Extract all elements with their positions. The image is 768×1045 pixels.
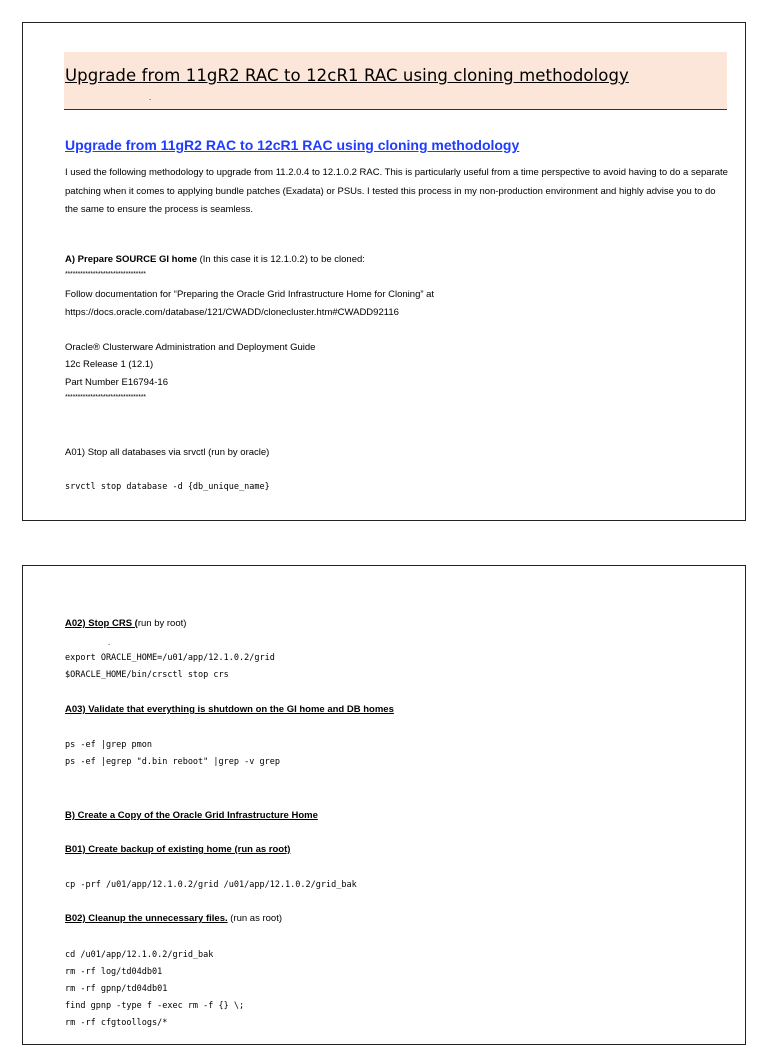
separator-stars: ******************************** [65, 394, 146, 401]
article-title-link[interactable]: Upgrade from 11gR2 RAC to 12cR1 RAC using cloning methodology [65, 137, 520, 153]
intro-paragraph: I used the following methodology to upgrade from 11.2.0.4 to 12.1.0.2 RAC. This is particularly useful from a time perspective to avoid having to do a separate patching when it comes to applying bundle patches (Exadata) or PSUs. I tested this process in my non-production environment and highly advise you to do the same to ensure the process is seamless. [65, 167, 728, 215]
guide-part-number: Part Number E16794-16 [65, 377, 168, 388]
document-page-1 [22, 22, 746, 521]
guide-title: Oracle® Clusterware Administration and Deployment Guide [65, 342, 316, 353]
step-a02-heading: A02) Stop CRS (run by root) [65, 618, 187, 629]
title-banner: Upgrade from 11gR2 RAC to 12cR1 RAC using cloning methodology . [64, 52, 727, 110]
guide-release: 12c Release 1 (12.1) [65, 359, 154, 370]
separator-stars: ******************************** [65, 271, 146, 278]
banner-title: Upgrade from 11gR2 RAC to 12cR1 RAC using cloning methodology [65, 66, 629, 85]
section-b-heading: B) Create a Copy of the Oracle Grid Infrastructure Home [65, 810, 318, 821]
step-a01-command: srvctl stop database -d {db_unique_name} [65, 482, 270, 492]
doc-url: https://docs.oracle.com/database/121/CWADD/clonecluster.htm#CWADD92116 [65, 307, 399, 318]
step-b01-command: cp -prf /u01/app/12.1.0.2/grid /u01/app/12.1.0.2/grid_bak [65, 880, 357, 890]
step-a03-heading: A03) Validate that everything is shutdown on the GI home and DB homes [65, 704, 394, 715]
follow-doc-text: Follow documentation for “Preparing the Oracle Grid Infrastructure Home for Cloning” at [65, 289, 435, 300]
step-a03-commands: ps -ef |grep pmon ps -ef |egrep "d.bin reboot" |grep -v grep [65, 740, 280, 767]
document-page-2: A02) Stop CRS (run by root) . export ORACLE_HOME=/u01/app/12.1.0.2/grid $ORACLE_HOME/bin/crsctl stop crs A03) Validate that everything is shutdown on the GI home and DB homes ps -ef |grep pmon ps -ef |egrep "d.bin reboot" |grep -v grep B) Create a Copy of the Oracle Grid Infrastructure Home B01) Create backup of existing home (run as root) cp -prf /u01/app/12.1.0.2/grid /u01/app/12.1.0.2/grid_bak B02) Cleanup the unnecessary files. (run as root) cd /u01/app/12.1.0.2/grid_bak rm -rf log/td04db01 rm -rf gpnp/td04db01 find gpnp -type f -exec rm -f {} \; rm -rf cfgtoollogs/* [22, 565, 746, 1045]
step-a01: A01) Stop all databases via srvctl (run by oracle) [65, 447, 270, 458]
step-a02-commands: export ORACLE_HOME=/u01/app/12.1.0.2/grid $ORACLE_HOME/bin/crsctl stop crs [65, 653, 275, 680]
step-b02-commands: cd /u01/app/12.1.0.2/grid_bak rm -rf log/td04db01 rm -rf gpnp/td04db01 find gpnp -type f -exec rm -f {} \; rm -rf cfgtoollogs/* [65, 950, 245, 1028]
step-b02-heading: B02) Cleanup the unnecessary files. (run as root) [65, 913, 283, 924]
step-b01-heading: B01) Create backup of existing home (run as root) [65, 844, 291, 855]
section-a-heading: A) Prepare SOURCE GI home (In this case it is 12.1.0.2) to be cloned: [65, 254, 365, 265]
